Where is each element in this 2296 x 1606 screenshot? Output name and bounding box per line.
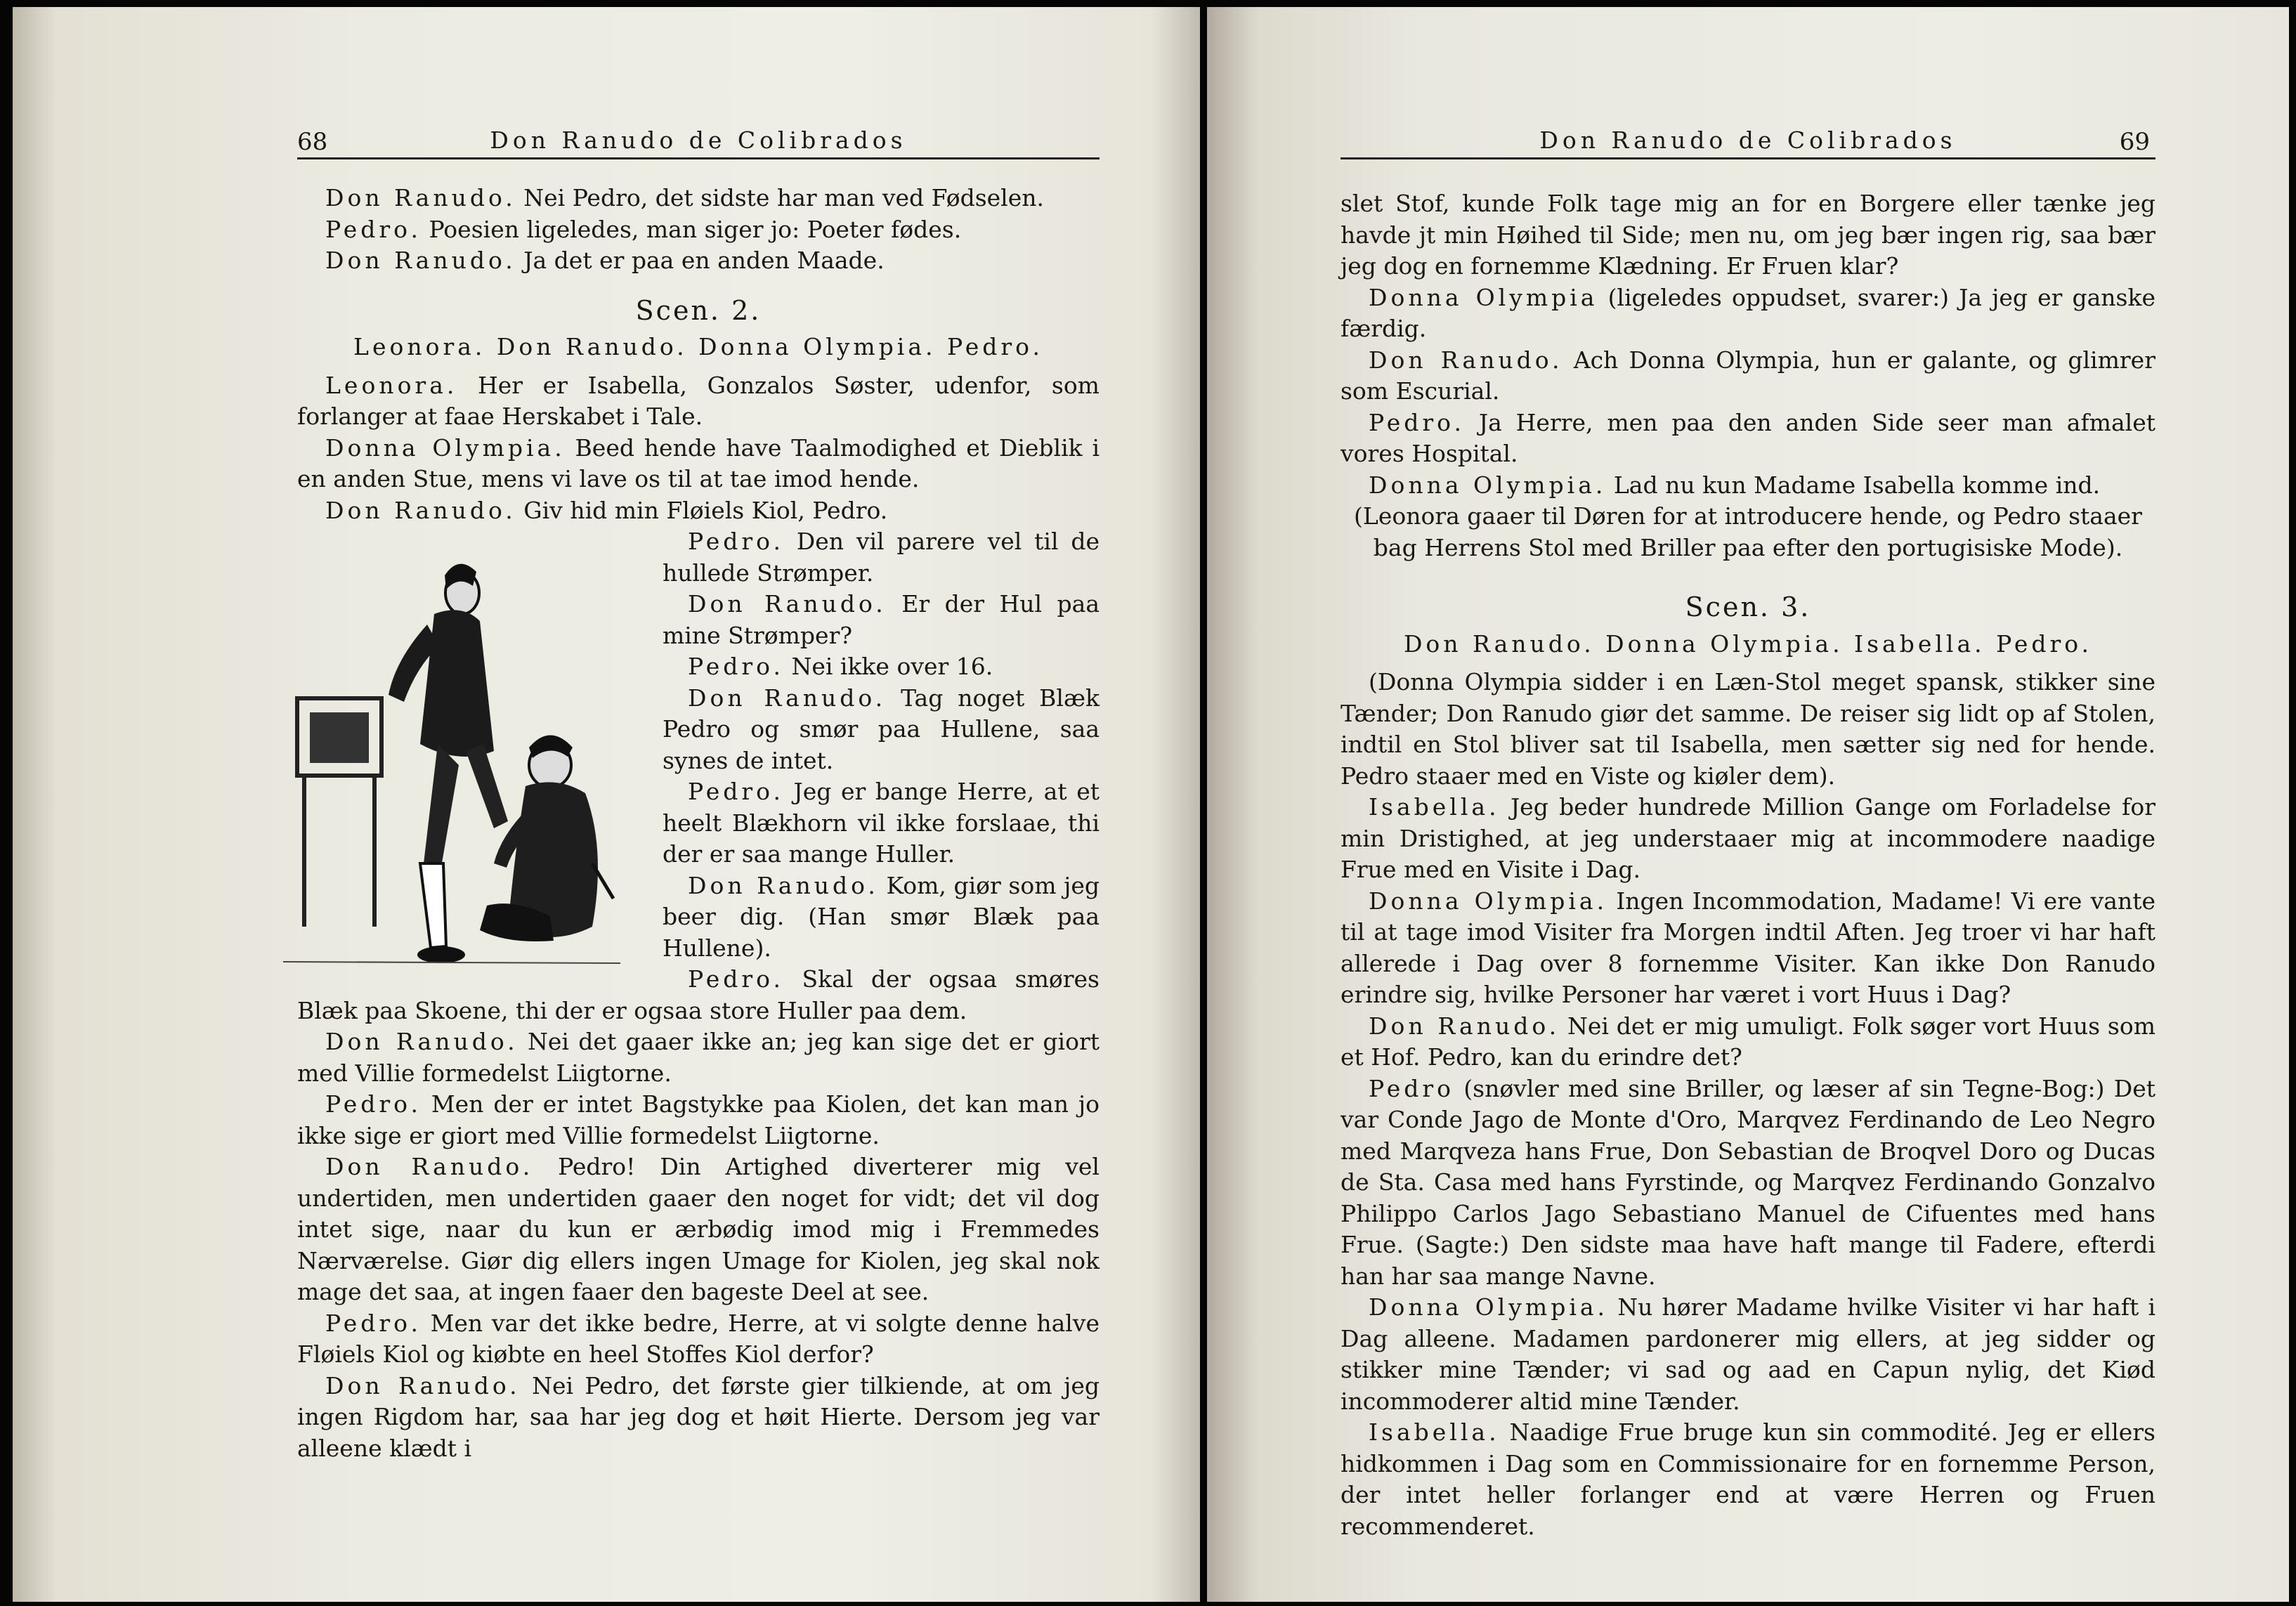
dialogue-line: Donna Olympia. Beed hende have Taalmodighed et Dieblik i en anden Stue, mens vi lave os til at tae imod hende. (297, 433, 1100, 492)
dialogue-line: Don Ranudo. Giv hid min Fløiels Kiol, Pedro. (325, 496, 888, 524)
dialogue-line: Pedro. Nei ikke over 16. (688, 653, 993, 680)
dialogue-line: Isabella. Naadige Frue bruge kun sin commodité. Jeg er ellers hidkommen i Dag som en Commissionaire for en fornemme Person, der intet heller forlanger end at være Herren og Fruen recommenderet. (1341, 1418, 2155, 1540)
dialogue-line: Don Ranudo. Ja det er paa en anden Maade. (325, 247, 885, 274)
gutter-shadow (1151, 7, 1200, 1602)
dialogue-line: Pedro. Den vil parere vel til de hullede Strømper. (663, 528, 1100, 587)
dialogue-line: Pedro. Skal der ogsaa smøres Blæk paa Skoene, thi der er ogsaa store Huller paa dem. (297, 965, 1100, 1024)
dialogue-line: Don Ranudo. Tag noget Blæk Pedro og smør paa Hullene, saa synes de intet. (663, 684, 1100, 774)
dialogue-line: Don Ranudo. Nei det er mig umuligt. Folk søger vort Huus som et Hof. Pedro, kan du erindre det? (1341, 1012, 2155, 1071)
dialogue-line: Don Ranudo. Kom, giør som jeg beer dig. (Han smør Blæk paa Hullene). (663, 871, 1100, 962)
page-header (1341, 126, 2155, 159)
scene-title: Scen. 2. (635, 294, 762, 326)
dialogue-line: Don Ranudo. Nei det gaaer ikke an; jeg kan sige det er giort med Villie formedelst Liigtorne. (297, 1028, 1100, 1087)
dialogue-line: Pedro (snøvler med sine Briller, og læser af sin Tegne-Bog:) Det var Conde Jago de Monte d'Oro, Marqvez Ferdinando de Leo Negro med Marqveza hans Frue, Don Sebastian de Broqvel Doro og Ducas de Sta. Casa med hans Fyrstinde, og Marqvez Ferdinando Gonzalvo Philippo Carlos Jago Sebastiano Manuel de Cifuentes med hans Frue. (Sagte:) Den sidste maa have haft mange til Fadere, efterdi han har saa mange Navne. (1341, 1074, 2155, 1290)
gutter-shadow (1207, 7, 1256, 1602)
dialogue-line: Don Ranudo. Nei Pedro, det sidste har man ved Fødselen. (325, 184, 1045, 211)
running-head: Don Ranudo de Colibrados (490, 126, 907, 154)
page-number: 69 (2119, 128, 2150, 156)
stage-direction: (Leonora gaaer til Døren for at introducere hende, og Pedro staaer bag Herrens Stol med Briller paa efter den portugisiske Mode). (1354, 502, 2142, 561)
dialogue-line: Don Ranudo. Er der Hul paa mine Strømper? (663, 590, 1100, 649)
dialogue-line: Donna Olympia. Nu hører Madame hvilke Visiter vi har haft i Dag alleene. Madamen pardonerer mig ellers, at jeg sidder og stikker mine Tænder; vi sad og aad en Capun nylig, det Kiød incommoderer altid mine Tænder. (1341, 1293, 2155, 1415)
right-page-text (1341, 188, 2155, 1542)
left-page-text (297, 183, 1100, 1464)
running-head: Don Ranudo de Colibrados (1539, 126, 1957, 154)
left-page (13, 7, 1200, 1602)
dialogue-line: Don Ranudo. Ach Donna Olympia, hun er galante, og glimrer som Escurial. (1341, 346, 2155, 405)
continuation-text: slet Stof, kunde Folk tage mig an for en Borgere eller tænke jeg havde jt min Høihed til Side; men nu, om jeg bær ingen rig, saa bær jeg dog en fornemme Klædning. Er Fruen klar? (1341, 190, 2155, 280)
dialogue-line: Donna Olympia. Lad nu kun Madame Isabella komme ind. (1369, 471, 2101, 499)
illustration-figures (283, 533, 648, 983)
dialogue-line: Pedro. Men der er intet Bagstykke paa Kiolen, det kan man jo ikke sige er giort med Villie formedelst Liigtorne. (297, 1090, 1100, 1149)
dialogue-line: Pedro. Poesien ligeledes, man siger jo: Poeter fødes. (325, 215, 962, 243)
dialogue-line: Pedro. Jeg er bange Herre, at et heelt Blækhorn vil ikke forslaae, thi der er saa mange Huller. (663, 778, 1100, 868)
dialogue-line: Don Ranudo. Nei Pedro, det første gier tilkiende, at om jeg ingen Rigdom har, saa har jeg dog et høit Hierte. Dersom jeg var alleene klædt i (297, 1371, 1100, 1462)
right-page (1207, 7, 2289, 1602)
scene-cast: Don Ranudo. Donna Olympia. Isabella. Pedro. (1403, 629, 2093, 658)
illustrated-block (297, 526, 1100, 1026)
stage-direction: (Donna Olympia sidder i en Læn-Stol meget spansk, stikker sine Tænder; Don Ranudo giør det samme. De reiser sig lidt op af Stolen, indtil en Stol bliver sat til Isabella, men sætter sig ned for hende. Pedro staaer med en Viste og kiøler dem). (1341, 668, 2155, 790)
scene-cast: Leonora. Don Ranudo. Donna Olympia. Pedro. (353, 333, 1043, 360)
dialogue-line: Leonora. Her er Isabella, Gonzalos Søster, udenfor, som forlanger at faae Herskabet i Tale. (297, 371, 1100, 430)
dialogue-line: Don Ranudo. Pedro! Din Artighed diverterer mig vel undertiden, men undertiden gaaer den noget for vidt; det vil dog intet sige, naar du kun er ærbødig imod mig i Fremmedes Nærværelse. Giør dig ellers ingen Umage for Kiolen, jeg skal nok mage det saa, at ingen faaer den bageste Deel at see. (297, 1153, 1100, 1305)
page-number: 68 (297, 128, 328, 156)
dialogue-line: Pedro. Ja Herre, men paa den anden Side seer man afmalet vores Hospital. (1341, 408, 2155, 467)
scene-title: Scen. 3. (1685, 592, 1811, 622)
dialogue-line: Donna Olympia (ligeledes oppudset, svarer:) Ja jeg er ganske færdig. (1341, 283, 2155, 342)
page-header (297, 126, 1100, 159)
dialogue-line: Donna Olympia. Ingen Incommodation, Madame! Vi ere vante til at tage imod Visiter fra Morgen indtil Aften. Jeg troer vi har haft allerede i Dag over 8 fornemme Visiter. Kan ikke Don Ranudo erindre sig, hvilke Personer har været i vort Huus i Dag? (1341, 887, 2155, 1008)
page-edge (13, 7, 55, 1602)
dialogue-line: Pedro. Men var det ikke bedre, Herre, at vi solgte denne halve Fløiels Kiol og kiøbte en heel Stoffes Kiol derfor? (297, 1309, 1100, 1368)
dialogue-line: Isabella. Jeg beder hundrede Million Gange om Forladelse for min Dristighed, at jeg understaaer mig at incommodere naadige Frue med en Visite i Dag. (1341, 793, 2155, 883)
